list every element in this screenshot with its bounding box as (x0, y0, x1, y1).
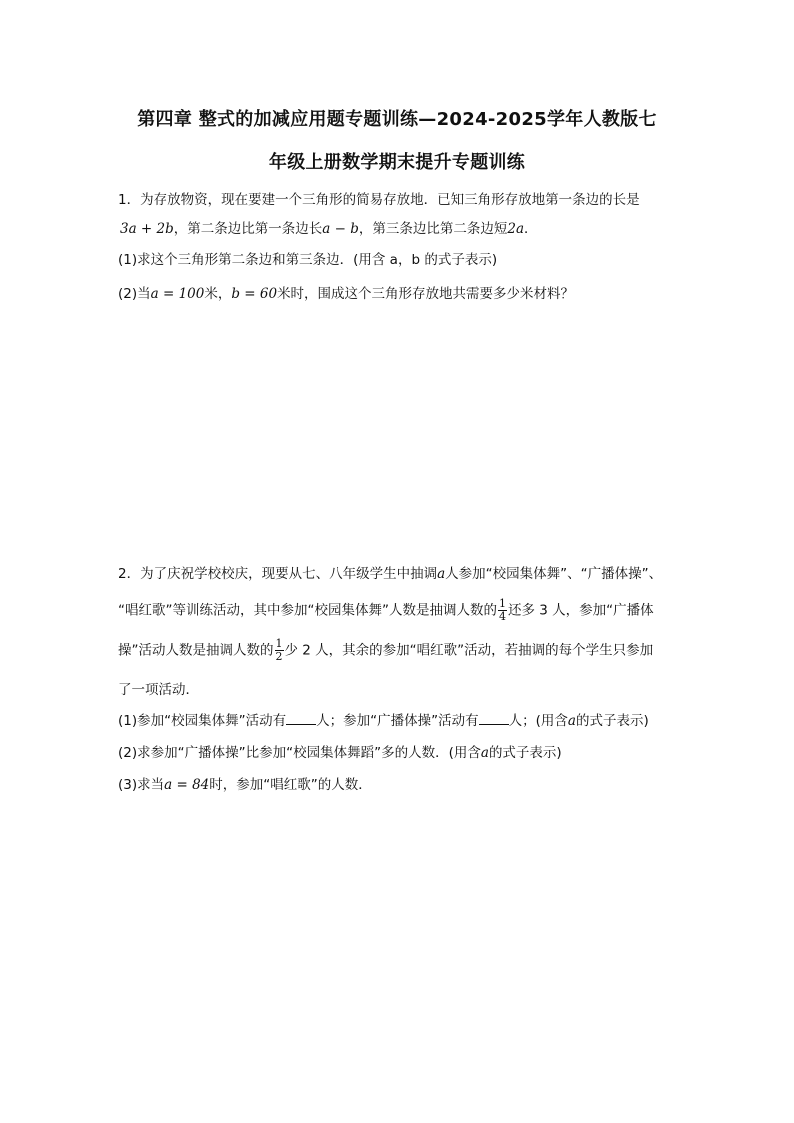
fraction-denominator: 4 (498, 610, 506, 623)
q1-stem-line2 (120, 217, 538, 237)
q2-part2-text: (2)求参加“广播体操”比参加“校园集体舞蹈”多的人数．(用含 (118, 745, 481, 761)
q2-text: 操”活动人数是抽调人数的 (118, 642, 274, 659)
q1-text: ． (524, 221, 538, 237)
fraction-denominator: 2 (275, 650, 283, 663)
answer-blank[interactable] (479, 711, 509, 725)
q2-part3-text: (3)求当 (118, 777, 165, 793)
q2-text: 还多 3 人，参加“广播体 (507, 602, 654, 619)
fraction-numerator: 1 (498, 597, 506, 610)
fraction-numerator: 1 (275, 637, 283, 650)
q2-part2-var: a (480, 745, 489, 761)
q1-text: ，第二条边比第一条边长 (173, 221, 323, 237)
q2-stem-line1 (118, 562, 662, 582)
q2-fraction-half (275, 638, 284, 663)
q2-part1-text: 的式子表示) (575, 713, 649, 729)
q1-text: ，第三条边比第二条边短 (358, 221, 508, 237)
q1-part1: (1)求这个三角形第二条边和第三条边．(用含 a，b 的式子表示) (118, 252, 498, 268)
q2-stem-line4: 了一项活动． (118, 682, 199, 698)
q1-part2 (118, 282, 574, 302)
q2-text: “唱红歌”等训练活动，其中参加“校园集体舞”人数是抽调人数的 (118, 602, 497, 619)
q2-part3-value: a = 84 (164, 777, 210, 793)
q2-stem-line2 (118, 598, 654, 623)
q2-text: 少 2 人，其余的参加“唱红歌”活动，若抽调的每个学生只参加 (284, 642, 654, 659)
q2-part1-text: 人；(用含 (508, 713, 568, 729)
q2-part1-text: 人；参加“广播体操”活动有 (316, 713, 479, 729)
q2-stem-line3 (118, 638, 653, 663)
q2-part1-var: a (567, 713, 576, 729)
q2-text: 2．为了庆祝学校校庆，现要从七、八年级学生中抽调 (118, 566, 438, 582)
q2-part1 (118, 709, 649, 729)
q2-text: 人参加“校园集体舞”、“广播体操”、 (445, 566, 663, 582)
document-title-line2: 年级上册数学期末提升专题训练 (268, 152, 526, 173)
q1-part2-b-value: b = 60 (231, 286, 278, 302)
q2-part1-text: (1)参加“校园集体舞”活动有 (118, 713, 287, 729)
q1-part2-a-value: a = 100 (150, 286, 205, 302)
q2-part3 (118, 773, 372, 793)
answer-blank[interactable] (286, 711, 316, 725)
q2-part2-text: 的式子表示) (488, 745, 562, 761)
q1-expr-diff: a − b (322, 221, 359, 237)
q2-fraction-quarter (498, 598, 507, 623)
q2-part2 (118, 741, 562, 761)
q1-part2-text: 米时，围成这个三角形存放地共需要多少米材料？ (277, 286, 575, 302)
q1-part2-text: 米， (204, 286, 232, 302)
q1-expr-short: 2a (507, 221, 524, 237)
q1-part2-text: (2)当 (118, 286, 151, 302)
document-title-line1: 第四章 整式的加减应用题专题训练—2024-2025学年人教版七 (137, 109, 657, 130)
q1-stem-line1: 1．为存放物资，现在要建一个三角形的简易存放地．已知三角形存放地第一条边的长是 (118, 192, 640, 208)
q2-var-a: a (437, 566, 446, 582)
q2-part3-text: 时，参加“唱红歌”的人数． (209, 777, 372, 793)
q1-expr-first-side: 3a + 2b (120, 221, 174, 237)
